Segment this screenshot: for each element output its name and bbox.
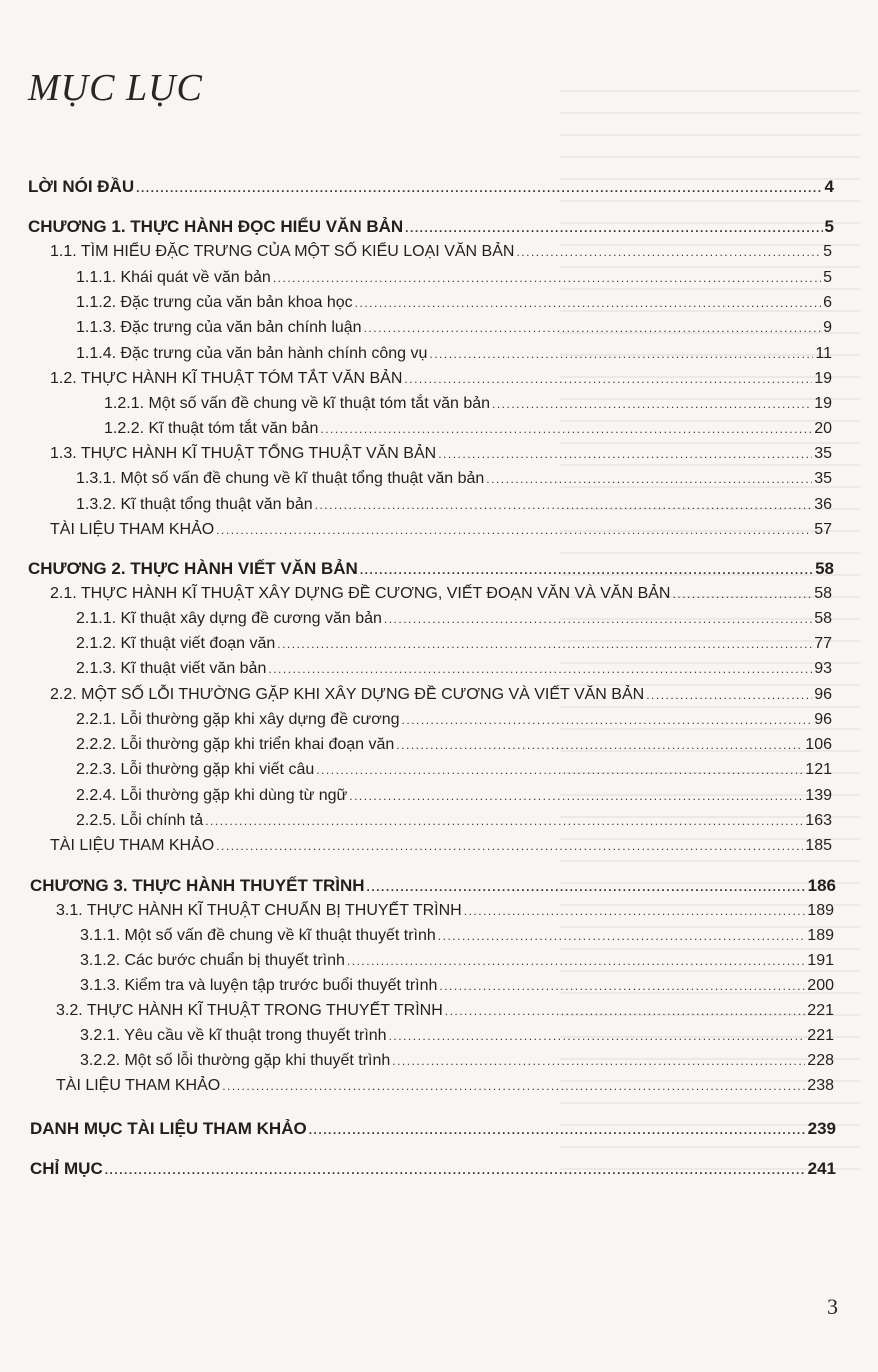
toc-entry-subsection[interactable]: 2.2.3. Lỗi thường gặp khi viết câu ..... 121	[76, 758, 832, 782]
toc-entry-subsection[interactable]: 3.1.1. Một số vấn đề chung về kĩ thuật thuyết trình ..... 189	[80, 924, 834, 948]
toc-entry-subsection[interactable]: 3.1.3. Kiểm tra và luyện tập trước buổi thuyết trình ..... 200	[80, 974, 834, 998]
toc-entry-subsection[interactable]: 1.3.1. Một số vấn đề chung về kĩ thuật tổng thuật văn bản ..... 35	[76, 467, 832, 491]
toc-entry-section[interactable]: 3.2. THỰC HÀNH KĨ THUẬT TRONG THUYẾT TRÌNH ..... 221	[56, 999, 834, 1023]
toc-entry-preface[interactable]: LỜI NÓI ĐẦU ..... 4	[28, 175, 834, 199]
toc-entry-section[interactable]: 1.2. THỰC HÀNH KĨ THUẬT TÓM TẮT VĂN BẢN ..... 19	[50, 367, 832, 391]
toc-entry-subsection[interactable]: 2.1.1. Kĩ thuật xây dựng đề cương văn bản ..... 58	[76, 607, 832, 631]
toc-entry-chapter-1[interactable]: CHƯƠNG 1. THỰC HÀNH ĐỌC HIỂU VĂN BẢN ..... 5	[28, 215, 834, 239]
page-title: MỤC LỤC	[28, 67, 203, 109]
toc-entry-references[interactable]: TÀI LIỆU THAM KHẢO ..... 185	[50, 834, 832, 858]
toc-entry-subsection[interactable]: 2.2.1. Lỗi thường gặp khi xây dựng đề cương ..... 96	[76, 708, 832, 732]
toc-entry-subsection[interactable]: 1.1.3. Đặc trưng của văn bản chính luận ..... 9	[76, 316, 832, 340]
toc-entry-section[interactable]: 2.2. MỘT SỐ LỖI THƯỜNG GẶP KHI XÂY DỰNG ĐỀ CƯƠNG VÀ VIẾT VĂN BẢN ..... 96	[50, 683, 832, 707]
toc-entry-section[interactable]: 2.1. THỰC HÀNH KĨ THUẬT XÂY DỰNG ĐỀ CƯƠNG, VIẾT ĐOẠN VĂN VÀ VĂN BẢN ..... 58	[50, 582, 832, 606]
toc-entry-subsection[interactable]: 3.2.2. Một số lỗi thường gặp khi thuyết trình ..... 228	[80, 1049, 834, 1073]
toc-entry-subsection[interactable]: 1.2.2. Kĩ thuật tóm tắt văn bản ..... 20	[104, 417, 832, 441]
toc-entry-section[interactable]: 1.3. THỰC HÀNH KĨ THUẬT TỔNG THUẬT VĂN BẢN ..... 35	[50, 442, 832, 466]
toc-entry-references[interactable]: TÀI LIỆU THAM KHẢO ..... 238	[56, 1074, 834, 1098]
toc-entry-index[interactable]: CHỈ MỤC ..... 241	[30, 1157, 836, 1181]
toc-entry-subsection[interactable]: 3.2.1. Yêu cầu về kĩ thuật trong thuyết trình ..... 221	[80, 1024, 834, 1048]
toc-entry-subsection[interactable]: 2.1.3. Kĩ thuật viết văn bản ..... 93	[76, 657, 832, 681]
toc-entry-subsection[interactable]: 1.2.1. Một số vấn đề chung về kĩ thuật tóm tắt văn bản ..... 19	[104, 392, 832, 416]
toc-entry-subsection[interactable]: 2.2.4. Lỗi thường gặp khi dùng từ ngữ ..... 139	[76, 784, 832, 808]
toc-entry-subsection[interactable]: 2.1.2. Kĩ thuật viết đoạn văn ..... 77	[76, 632, 832, 656]
toc-entry-section[interactable]: 3.1. THỰC HÀNH KĨ THUẬT CHUẨN BỊ THUYẾT TRÌNH ..... 189	[56, 899, 834, 923]
toc-entry-bibliography[interactable]: DANH MỤC TÀI LIỆU THAM KHẢO ..... 239	[30, 1117, 836, 1141]
toc-entry-subsection[interactable]: 2.2.5. Lỗi chính tả ..... 163	[76, 809, 832, 833]
page-number: 3	[827, 1294, 838, 1319]
toc-entry-subsection[interactable]: 1.1.2. Đặc trưng của văn bản khoa học ..... 6	[76, 291, 832, 315]
toc-entry-chapter-2[interactable]: CHƯƠNG 2. THỰC HÀNH VIẾT VĂN BẢN ..... 58	[28, 557, 834, 581]
toc-entry-references[interactable]: TÀI LIỆU THAM KHẢO ..... 57	[50, 518, 832, 542]
toc-entry-subsection[interactable]: 1.1.1. Khái quát về văn bản ..... 5	[76, 266, 832, 290]
toc-entry-subsection[interactable]: 1.1.4. Đặc trưng của văn bản hành chính công vụ ..... 11	[76, 342, 832, 366]
toc-entry-chapter-3[interactable]: CHƯƠNG 3. THỰC HÀNH THUYẾT TRÌNH ..... 186	[30, 874, 836, 898]
toc-entry-subsection[interactable]: 2.2.2. Lỗi thường gặp khi triển khai đoạn văn ..... 106	[76, 733, 832, 757]
toc-entry-section[interactable]: 1.1. TÌM HIỂU ĐẶC TRƯNG CỦA MỘT SỐ KIỂU LOẠI VĂN BẢN ..... 5	[50, 240, 832, 264]
toc-entry-subsection[interactable]: 3.1.2. Các bước chuẩn bị thuyết trình ..... 191	[80, 949, 834, 973]
toc-entry-subsection[interactable]: 1.3.2. Kĩ thuật tổng thuật văn bản ..... 36	[76, 493, 832, 517]
